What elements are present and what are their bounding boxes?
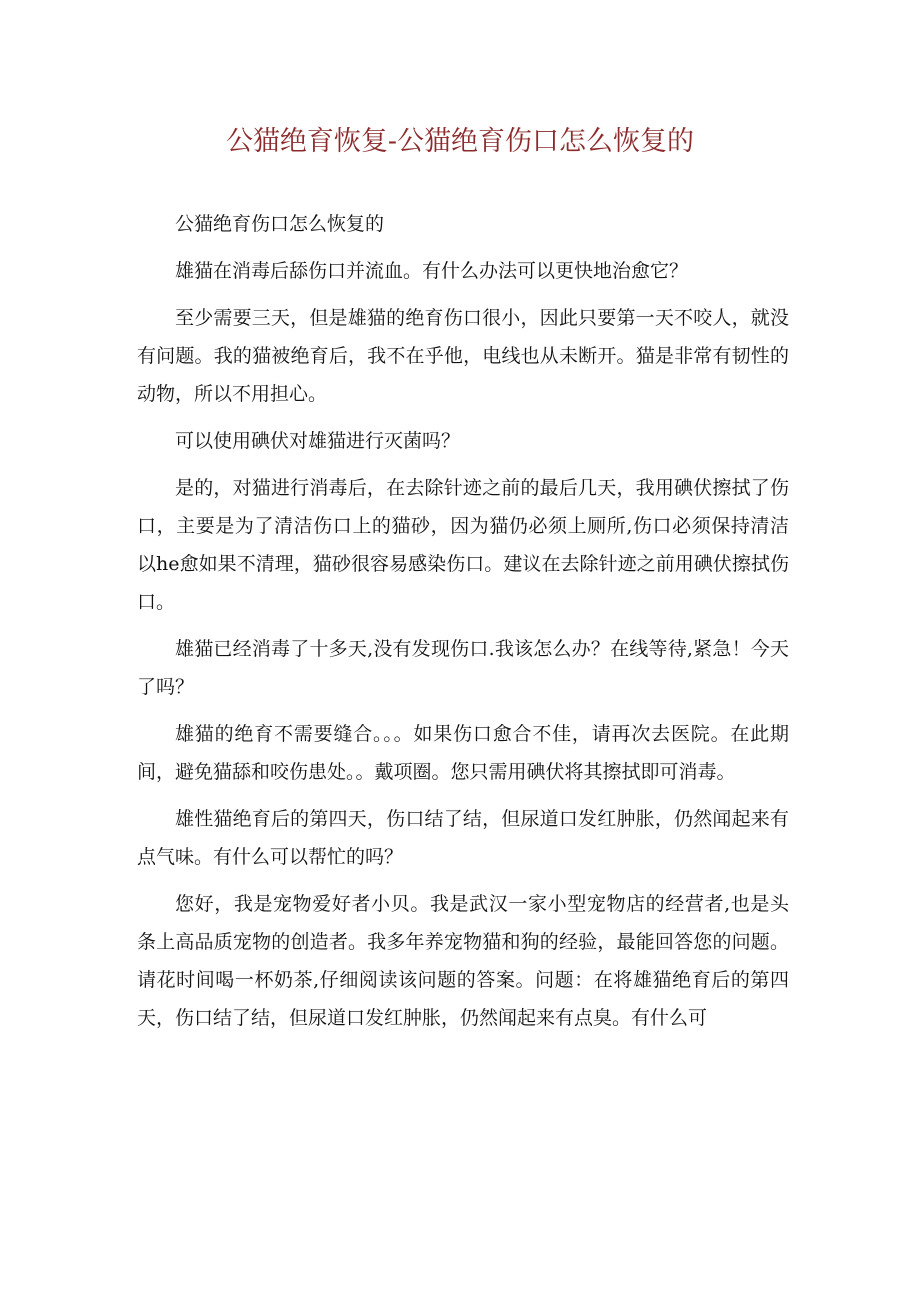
paragraph-question-iodophor: 可以使用碘伏对雄猫进行灭菌吗？ [175, 430, 461, 452]
paragraph-answer-no-suture: 雄猫的绝育不需要缝合。。。如果伤口愈合不佳，请再次去医院。在此期间，避免猫舔和咬伤患处。。戴项圈。您只需用碘伏将其擦拭即可消毒。 [137, 723, 789, 783]
paragraph-answer-xiaobei: 您好，我是宠物爱好者小贝。我是武汉一家小型宠物店的经营者,也是头条上高品质宠物的创造者。我多年养宠物猫和狗的经验，最能回答您的问题。请花时间喝一杯奶茶,仔细阅读该问题的答案。问题：在将雄猫绝育后的第四天，伤口结了结，但尿道口发红肿胀，仍然闻起来有点臭。有什么可 [137, 893, 789, 1029]
document-title: 公猫绝育恢复-公猫绝育伤口怎么恢复的 [225, 126, 695, 157]
paragraph-question-fourth-day: 雄性猫绝育后的第四天，伤口结了结，但尿道口发红肿胀，仍然闻起来有点气味。有什么可以帮忙的吗？ [137, 808, 789, 868]
paragraph-answer-iodophor: 是的，对猫进行消毒后，在去除针迹之前的最后几天，我用碘伏擦拭了伤口，主要是为了清洁伤口上的猫砂，因为猫仍必须上厕所,伤口必须保持清洁以he愈如果不清理，猫砂很容易感染伤口。建议在去除针迹之前用碘伏擦拭伤口。 [137, 477, 789, 613]
paragraph-subtitle: 公猫绝育伤口怎么恢复的 [175, 213, 385, 235]
paragraph-question-licking: 雄猫在消毒后舔伤口并流血。有什么办法可以更快地治愈它？ [175, 260, 689, 282]
paragraph-answer-three-days: 至少需要三天，但是雄猫的绝育伤口很小，因此只要第一天不咬人，就没有问题。我的猫被绝育后，我不在乎他，电线也从未断开。猫是非常有韧性的动物，所以不用担心。 [137, 307, 789, 405]
document-body [137, 205, 789, 1046]
paragraph-question-no-wound: 雄猫已经消毒了十多天,没有发现伤口.我该怎么办？在线等待,紧急！今天了吗？ [137, 638, 789, 698]
